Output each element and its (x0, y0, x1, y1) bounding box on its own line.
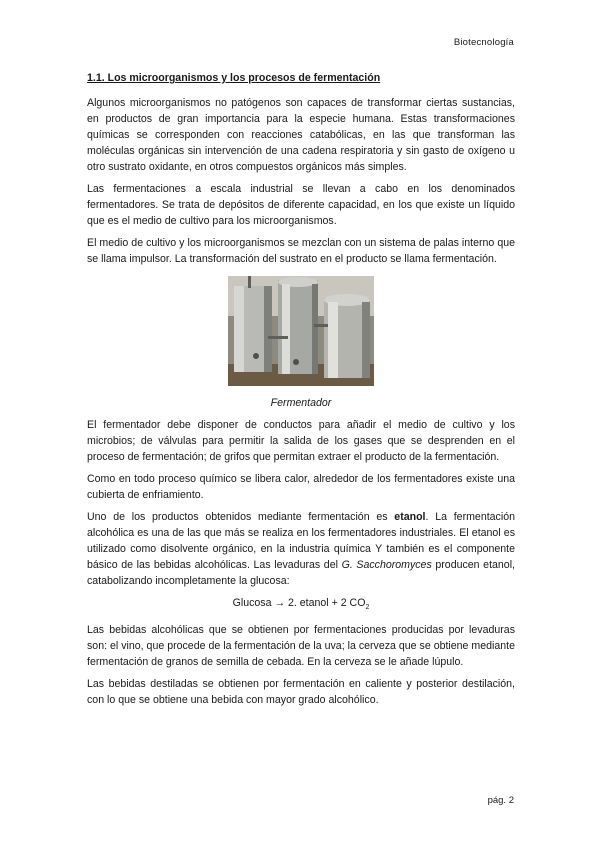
paragraph-enfriamiento: Como en todo proceso químico se libera calor, alrededor de los fermentadores existe una cubierta de enfriamiento. (87, 473, 515, 501)
paragraph-etanol: Uno de los productos obtenidos mediante fermentación es etanol. La fermentación alcohólica es una de las que más se realiza en los fermentadores industriales. El etanol es utilizado como disolvente orgánico, en la industria química Y también es el componente básico de las bebidas alcohólicas. Las levaduras del G. Sacchoromyces producen etanol, catabolizando incompletamente la glucosa: (87, 511, 515, 587)
arrow-icon: → (274, 597, 286, 609)
paragraph-fermentadores: Las fermentaciones a escala industrial se llevan a cabo en los denominados fermentadores. Se trata de depósitos de diferente capacidad, en los que existe un líquido que es el medio de cultivo para los microorganismos. (87, 183, 515, 227)
term-etanol: etanol (394, 511, 426, 523)
term-sacchoromyces: G. Sacchoromyces (341, 559, 432, 571)
figure-fermentador (87, 276, 515, 391)
paragraph-destiladas: Las bebidas destiladas se obtienen por fermentación en caliente y posterior destilación, con lo que se obtiene una bebida con mayor grado alcohólico. (87, 678, 515, 707)
page-number: pág. 2 (487, 795, 514, 806)
running-header: Biotecnología (453, 37, 514, 48)
fermentador-photo (228, 276, 374, 386)
equation-glucosa: Glucosa → 2. etanol + 2 $CO_2$ (232, 597, 370, 612)
section-title: 1.1. Los microorganismos y los procesos de fermentación (87, 72, 381, 84)
paragraph-conductos: El fermentador debe disponer de conductos para añadir el medio de cultivo y los microbios; de válvulas para permitir la salida de los gases que se desprenden en el proceso de fermentación; de grifos que permitan extraer el producto de la fermentación. (87, 419, 515, 463)
paragraph-bebidas: Las bebidas alcohólicas que se obtienen por fermentaciones producidas por levaduras son: el vino, que procede de la fermentación de la uva; la cerveza que se obtiene mediante fermentación de granos de semilla de cebada. En la cerveza se le añade lúpulo. (87, 624, 515, 669)
paragraph-intro: Algunos microorganismos no patógenos son capaces de transformar ciertas sustancias, en productos de gran importancia para la especie humana. Estas transformaciones químicas se corresponden con reacciones catabólicas, en las que transforman las moléculas orgánicas sin intervención de una cadena respiratoria y sin gasto de oxígeno u otro sustrato oxidante, en otros compuestos orgánicos más simples. (87, 97, 515, 173)
page-content (87, 70, 515, 714)
figure-caption: Fermentador (270, 397, 332, 409)
paragraph-impulsor: El medio de cultivo y los microorganismos se mezclan con un sistema de palas interno que se llama impulsor. La transformación del sustrato en el producto se llama fermentación. (87, 237, 515, 265)
